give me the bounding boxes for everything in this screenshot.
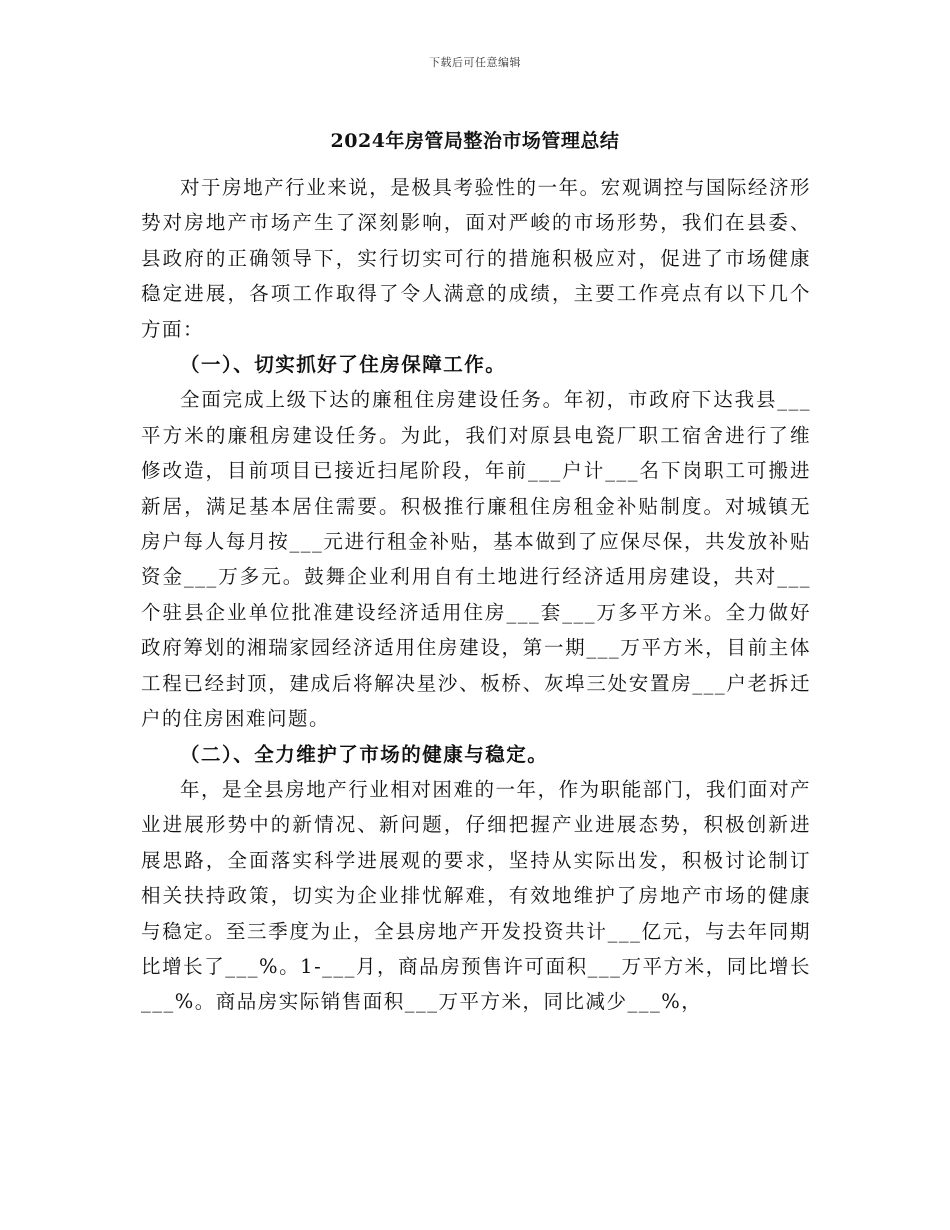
document-title: 2024年房管局整治市场管理总结	[330, 130, 620, 152]
paragraph-housing-security: 全面完成上级下达的廉租住房建设任务。年初，市政府下达我县___平方米的廉租房建设任务。为此，我们对原县电瓷厂职工宿舍进行了维修改造，目前项目已接近扫尾阶段，年前___户计___名下岗职工可搬进新居，满足基本居住需要。积极推行廉租住房租金补贴制度。对城镇无房户每人每月按___元进行租金补贴，基本做到了应保尽保，共发放补贴资金___万多元。鼓舞企业利用自有土地进行经济适用房建设，共对___个驻县企业单位批准建设经济适用住房___套___万多平方米。全力做好政府筹划的湘瑞家园经济适用住房建设，第一期___万平方米，目前主体工程已经封顶，建成后将解决星沙、板桥、灰埠三处安置房___户老拆迁户的住房困难问题。	[141, 388, 811, 731]
section-heading-market-stability: （二）、全力维护了市场的健康与稳定。	[180, 742, 549, 766]
paragraph-intro: 对于房地产行业来说，是极具考验性的一年。宏观调控与国际经济形势对房地产市场产生了深刻影响，面对严峻的市场形势，我们在县委、县政府的正确领导下，实行切实可行的措施积极应对，促进了市场健康稳定进展，各项工作取得了令人满意的成绩，主要工作亮点有以下几个方面：	[141, 176, 811, 341]
page-header-note: 下载后可任意编辑	[429, 56, 521, 69]
paragraph-market-stability: 年，是全县房地产行业相对困难的一年，作为职能部门，我们面对产业进展形势中的新情况、新问题，仔细把握产业进展态势，积极创新进展思路，全面落实科学进展观的要求，坚持从实际出发，积极讨论制订相关扶持政策，切实为企业排忧解难，有效地维护了房地产市场的健康与稳定。至三季度为止，全县房地产开发投资共计___亿元，与去年同期比增长了___%。1-___月，商品房预售许可面积___万平方米，同比增长___%。商品房实际销售面积___万平方米，同比减少___%，	[141, 777, 811, 1014]
document-body	[141, 170, 811, 1020]
section-heading-housing-security: （一）、切实抓好了住房保障工作。	[180, 353, 507, 377]
